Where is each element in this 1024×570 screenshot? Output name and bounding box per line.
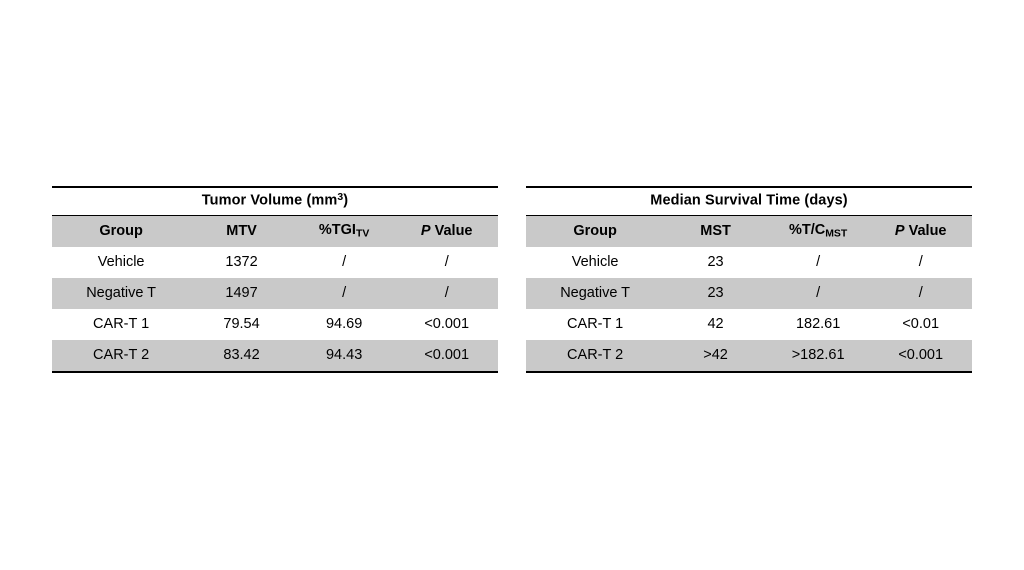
cell-group: CAR-T 2 <box>52 340 190 372</box>
table-row <box>526 340 972 372</box>
median-survival-time-table-container <box>526 186 972 373</box>
cell-group: Vehicle <box>526 247 664 278</box>
cell-tgi: 94.43 <box>293 340 396 372</box>
table-row <box>52 340 498 372</box>
tumor-volume-table-container <box>52 186 498 373</box>
column-header-mst: MST <box>664 216 767 247</box>
cell-tgi: 94.69 <box>293 309 396 340</box>
cell-group: Negative T <box>52 278 190 309</box>
table-header <box>52 216 498 247</box>
tumor-volume-table <box>52 186 498 373</box>
column-header-tc-subscript: MST <box>825 228 848 240</box>
column-header-p-tail: Value <box>904 223 947 240</box>
column-header-tc-main: %T/C <box>788 222 826 239</box>
cell-p-value: / <box>395 278 498 309</box>
cell-tgi: / <box>293 247 396 278</box>
column-header-p-tail: Value <box>430 223 473 240</box>
table-body <box>52 247 498 372</box>
column-header-tgi <box>293 216 396 247</box>
table-row <box>52 309 498 340</box>
cell-p-value: <0.01 <box>869 309 972 340</box>
table-row <box>526 309 972 340</box>
cell-mtv: 83.42 <box>190 340 293 372</box>
cell-tc: / <box>767 278 870 309</box>
cell-mst: 23 <box>664 247 767 278</box>
cell-mtv: 79.54 <box>190 309 293 340</box>
column-header-group: Group <box>52 216 190 247</box>
cell-mst: 23 <box>664 278 767 309</box>
cell-p-value: / <box>869 247 972 278</box>
cell-mst: 42 <box>664 309 767 340</box>
cell-p-value: <0.001 <box>869 340 972 372</box>
cell-tc: / <box>767 247 870 278</box>
cell-tgi: / <box>293 278 396 309</box>
table-body <box>526 247 972 372</box>
cell-group: Vehicle <box>52 247 190 278</box>
table-row <box>526 247 972 278</box>
column-header-tgi-main: %TGI <box>318 222 356 239</box>
column-header-tgi-subscript: TV <box>355 228 370 240</box>
table-row <box>52 278 498 309</box>
cell-mst: >42 <box>664 340 767 372</box>
column-header-p-value <box>869 216 972 247</box>
tumor-volume-table-title <box>52 186 498 216</box>
table-title-text: Tumor Volume (mm <box>201 192 338 209</box>
cell-tc: 182.61 <box>767 309 870 340</box>
median-survival-time-table <box>526 186 972 373</box>
cell-group: CAR-T 1 <box>526 309 664 340</box>
cell-group: CAR-T 1 <box>52 309 190 340</box>
column-header-p-italic: P <box>420 223 431 240</box>
table-header <box>526 216 972 247</box>
column-header-p-value <box>395 216 498 247</box>
table-title-tail: ) <box>343 192 349 209</box>
cell-group: CAR-T 2 <box>526 340 664 372</box>
column-header-p-italic: P <box>894 223 905 240</box>
cell-tc: >182.61 <box>767 340 870 372</box>
median-survival-time-table-title <box>526 186 972 216</box>
table-title-superscript: 3 <box>337 192 344 203</box>
table-row <box>526 278 972 309</box>
cell-mtv: 1497 <box>190 278 293 309</box>
column-header-mtv: MTV <box>190 216 293 247</box>
cell-p-value: <0.001 <box>395 340 498 372</box>
cell-mtv: 1372 <box>190 247 293 278</box>
column-header-tc <box>767 216 870 247</box>
column-header-group: Group <box>526 216 664 247</box>
cell-group: Negative T <box>526 278 664 309</box>
table-header-row <box>526 216 972 247</box>
cell-p-value: <0.001 <box>395 309 498 340</box>
cell-p-value: / <box>395 247 498 278</box>
table-row <box>52 247 498 278</box>
cell-p-value: / <box>869 278 972 309</box>
table-header-row <box>52 216 498 247</box>
table-title-text: Median Survival Time (days) <box>650 192 848 209</box>
